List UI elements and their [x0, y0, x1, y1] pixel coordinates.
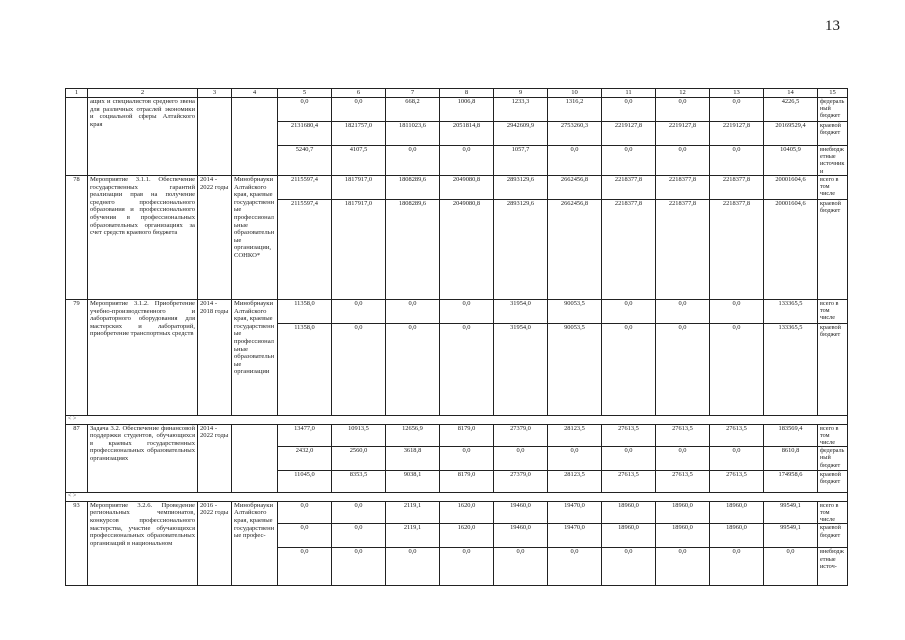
value-cell: 18960,0: [602, 524, 656, 548]
value-cell: 133365,5: [764, 300, 818, 324]
funding-source: всего в том числе: [818, 300, 848, 324]
table-row: [66, 501, 848, 524]
value-cell: 90053,5: [548, 324, 602, 416]
value-cell: 0,0: [332, 548, 386, 586]
value-cell: 0,0: [386, 300, 440, 324]
value-cell: 18960,0: [656, 501, 710, 524]
row-period: 2016 - 2022 годы: [198, 501, 232, 586]
value-cell: 0,0: [440, 548, 494, 586]
value-cell: 1817917,0: [332, 176, 386, 200]
value-cell: 0,0: [332, 324, 386, 416]
value-cell: 2893129,6: [494, 176, 548, 200]
value-cell: 2115597,4: [278, 176, 332, 200]
value-cell: 1811023,6: [386, 122, 440, 146]
value-cell: 2662456,8: [548, 200, 602, 300]
value-cell: 2432,0: [278, 447, 332, 471]
row-number: 87: [66, 424, 88, 493]
value-cell: 0,0: [548, 548, 602, 586]
value-cell: 13477,0: [278, 424, 332, 447]
row-executor: Минобрнауки Алтайского края, краевые государственные профес-: [232, 501, 278, 586]
header-row: [66, 89, 848, 98]
row-description: Задача 3.2. Обеспечение финансовой поддержки студентов, обучающихся в краевых государственных профессиональных образовательных организациях: [88, 424, 198, 493]
row-executor: [232, 98, 278, 176]
value-cell: 0,0: [440, 447, 494, 471]
value-cell: 0,0: [332, 98, 386, 122]
value-cell: 10405,9: [764, 146, 818, 176]
value-cell: 2218377,8: [656, 176, 710, 200]
value-cell: 0,0: [710, 324, 764, 416]
value-cell: 20001604,6: [764, 176, 818, 200]
value-cell: 0,0: [494, 548, 548, 586]
value-cell: 12656,9: [386, 424, 440, 447]
row-period: 2014 - 2022 годы: [198, 176, 232, 300]
budget-table: [65, 88, 848, 586]
value-cell: 28123,5: [548, 424, 602, 447]
value-cell: 8179,0: [440, 424, 494, 447]
funding-source: федеральный бюджет: [818, 98, 848, 122]
value-cell: 99549,1: [764, 524, 818, 548]
value-cell: 0,0: [710, 98, 764, 122]
value-cell: 2218377,8: [710, 200, 764, 300]
value-cell: 0,0: [278, 98, 332, 122]
value-cell: 0,0: [710, 300, 764, 324]
value-cell: 27613,5: [710, 471, 764, 493]
column-number: 11: [602, 89, 656, 98]
value-cell: 20001604,6: [764, 200, 818, 300]
value-cell: 183569,4: [764, 424, 818, 447]
row-executor: [232, 424, 278, 493]
value-cell: 2218377,8: [602, 200, 656, 300]
row-number: [66, 98, 88, 176]
value-cell: 0,0: [440, 146, 494, 176]
funding-source: краевой бюджет: [818, 524, 848, 548]
funding-source: федеральный бюджет: [818, 447, 848, 471]
funding-source: краевой бюджет: [818, 122, 848, 146]
row-period: 2014 - 2022 годы: [198, 424, 232, 493]
value-cell: 2753260,3: [548, 122, 602, 146]
value-cell: 28123,5: [548, 471, 602, 493]
column-number: 3: [198, 89, 232, 98]
table-body: [66, 89, 848, 586]
value-cell: 0,0: [278, 524, 332, 548]
value-cell: 20169529,4: [764, 122, 818, 146]
row-description: ащих и специалистов среднего звена для различных отраслей экономики и социальной сферы Алтайского края: [88, 98, 198, 176]
column-number: 12: [656, 89, 710, 98]
row-description: Мероприятие 3.1.1. Обеспечение государственных гарантий реализации прав на получение среднего профессионального образования и профессионального обучения в профессиональных образовательных организациях за счет средств краевого бюджета: [88, 176, 198, 300]
value-cell: 18960,0: [656, 524, 710, 548]
column-number: 10: [548, 89, 602, 98]
value-cell: 11358,0: [278, 300, 332, 324]
value-cell: 0,0: [332, 524, 386, 548]
value-cell: 0,0: [764, 548, 818, 586]
column-number: 7: [386, 89, 440, 98]
value-cell: 0,0: [440, 324, 494, 416]
column-number: 13: [710, 89, 764, 98]
value-cell: 8353,5: [332, 471, 386, 493]
value-cell: 1057,7: [494, 146, 548, 176]
funding-source: краевой бюджет: [818, 471, 848, 493]
value-cell: 0,0: [332, 300, 386, 324]
value-cell: 0,0: [656, 548, 710, 586]
gap-row: [66, 416, 848, 425]
value-cell: 0,0: [602, 146, 656, 176]
value-cell: 0,0: [602, 324, 656, 416]
value-cell: 2218377,8: [656, 200, 710, 300]
value-cell: 0,0: [386, 548, 440, 586]
value-cell: 2219127,8: [602, 122, 656, 146]
value-cell: 1006,8: [440, 98, 494, 122]
value-cell: 5240,7: [278, 146, 332, 176]
value-cell: 8610,8: [764, 447, 818, 471]
column-number: 1: [66, 89, 88, 98]
funding-source: внебюджетные источ-: [818, 548, 848, 586]
value-cell: 8179,0: [440, 471, 494, 493]
value-cell: 1620,0: [440, 501, 494, 524]
value-cell: 0,0: [332, 501, 386, 524]
value-cell: 27613,5: [656, 424, 710, 447]
value-cell: 2115597,4: [278, 200, 332, 300]
value-cell: 2219127,8: [710, 122, 764, 146]
value-cell: 174958,6: [764, 471, 818, 493]
row-number: 78: [66, 176, 88, 300]
gap-marker: < >: [66, 416, 848, 425]
column-number: 2: [88, 89, 198, 98]
value-cell: 3618,8: [386, 447, 440, 471]
funding-source: всего в том числе: [818, 176, 848, 200]
value-cell: 9038,1: [386, 471, 440, 493]
column-number: 8: [440, 89, 494, 98]
value-cell: 90053,5: [548, 300, 602, 324]
column-number: 5: [278, 89, 332, 98]
value-cell: 0,0: [710, 146, 764, 176]
column-number: 9: [494, 89, 548, 98]
column-number: 4: [232, 89, 278, 98]
row-description: Мероприятие 3.1.2. Приобретение учебно-производственного и лабораторного оборудования для мастерских и лабораторий, приобретение транспортных средств: [88, 300, 198, 416]
row-period: 2014 - 2018 годы: [198, 300, 232, 416]
table-row: [66, 300, 848, 324]
value-cell: 2560,0: [332, 447, 386, 471]
value-cell: 18960,0: [602, 501, 656, 524]
value-cell: 1821757,0: [332, 122, 386, 146]
column-number: 15: [818, 89, 848, 98]
value-cell: 2662456,8: [548, 176, 602, 200]
value-cell: 18960,0: [710, 524, 764, 548]
gap-row: [66, 493, 848, 502]
value-cell: 27613,5: [710, 424, 764, 447]
value-cell: 0,0: [386, 146, 440, 176]
funding-source: внебюджетные источники: [818, 146, 848, 176]
value-cell: 1233,3: [494, 98, 548, 122]
value-cell: 133365,5: [764, 324, 818, 416]
value-cell: 19460,0: [494, 524, 548, 548]
funding-source: краевой бюджет: [818, 200, 848, 300]
row-executor: Минобрнауки Алтайского края, краевые государственные профессиональные образовательные организации: [232, 300, 278, 416]
funding-source: всего в том числе: [818, 501, 848, 524]
value-cell: 19470,0: [548, 501, 602, 524]
value-cell: 2218377,8: [602, 176, 656, 200]
value-cell: 0,0: [656, 300, 710, 324]
value-cell: 2051814,8: [440, 122, 494, 146]
value-cell: 19470,0: [548, 524, 602, 548]
value-cell: 0,0: [656, 447, 710, 471]
value-cell: 0,0: [548, 146, 602, 176]
value-cell: 31954,0: [494, 324, 548, 416]
value-cell: 0,0: [278, 501, 332, 524]
value-cell: 2218377,8: [710, 176, 764, 200]
value-cell: 0,0: [656, 98, 710, 122]
row-number: 79: [66, 300, 88, 416]
value-cell: 10913,5: [332, 424, 386, 447]
table-row: [66, 176, 848, 200]
value-cell: 2893129,6: [494, 200, 548, 300]
value-cell: 1620,0: [440, 524, 494, 548]
value-cell: 27379,0: [494, 424, 548, 447]
value-cell: 2219127,8: [656, 122, 710, 146]
row-number: 93: [66, 501, 88, 586]
value-cell: 2942609,9: [494, 122, 548, 146]
value-cell: 0,0: [494, 447, 548, 471]
value-cell: 31954,0: [494, 300, 548, 324]
value-cell: 27613,5: [656, 471, 710, 493]
value-cell: 0,0: [440, 300, 494, 324]
value-cell: 0,0: [656, 324, 710, 416]
value-cell: 0,0: [710, 447, 764, 471]
value-cell: 2049080,8: [440, 200, 494, 300]
value-cell: 2119,1: [386, 524, 440, 548]
funding-source: краевой бюджет: [818, 324, 848, 416]
value-cell: 18960,0: [710, 501, 764, 524]
value-cell: 0,0: [602, 447, 656, 471]
value-cell: 27613,5: [602, 471, 656, 493]
value-cell: 27613,5: [602, 424, 656, 447]
value-cell: 27379,0: [494, 471, 548, 493]
value-cell: 0,0: [710, 548, 764, 586]
value-cell: 1316,2: [548, 98, 602, 122]
value-cell: 99549,1: [764, 501, 818, 524]
value-cell: 11358,0: [278, 324, 332, 416]
value-cell: 1817917,0: [332, 200, 386, 300]
row-description: Мероприятие 3.2.6. Проведение региональных чемпионатов, конкурсов профессионального мастерства, участие обучающихся профессиональных образовательных организаций в национальном: [88, 501, 198, 586]
value-cell: 4226,5: [764, 98, 818, 122]
value-cell: 1808289,6: [386, 176, 440, 200]
value-cell: 4107,5: [332, 146, 386, 176]
funding-source: всего в том числе: [818, 424, 848, 447]
value-cell: 0,0: [602, 548, 656, 586]
row-executor: Минобрнауки Алтайского края, краевые государственные профессиональные образовательные организации, СОНКО*: [232, 176, 278, 300]
value-cell: 2131680,4: [278, 122, 332, 146]
value-cell: 0,0: [656, 146, 710, 176]
value-cell: 0,0: [602, 300, 656, 324]
column-number: 6: [332, 89, 386, 98]
gap-marker: < >: [66, 493, 848, 502]
value-cell: 19460,0: [494, 501, 548, 524]
page-number: 13: [825, 18, 840, 34]
column-number: 14: [764, 89, 818, 98]
value-cell: 0,0: [278, 548, 332, 586]
table-row: [66, 424, 848, 447]
value-cell: 1808289,6: [386, 200, 440, 300]
value-cell: 0,0: [548, 447, 602, 471]
row-period: [198, 98, 232, 176]
value-cell: 0,0: [602, 98, 656, 122]
value-cell: 668,2: [386, 98, 440, 122]
value-cell: 11045,0: [278, 471, 332, 493]
table-row: [66, 98, 848, 122]
value-cell: 0,0: [386, 324, 440, 416]
value-cell: 2119,1: [386, 501, 440, 524]
value-cell: 2049080,8: [440, 176, 494, 200]
